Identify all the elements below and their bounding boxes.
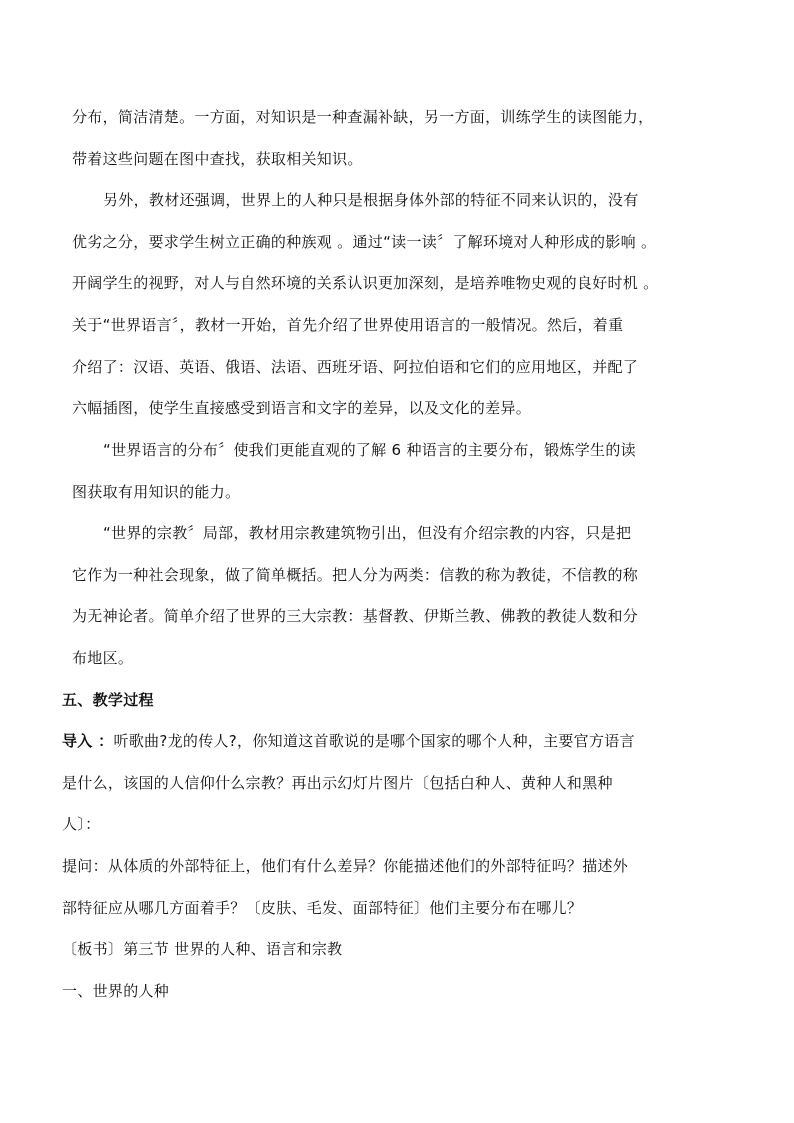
question-line: 提问：从体质的外部特征上，他们有什么差异？你能描述他们的外部特征吗？描述外 — [62, 857, 629, 875]
board-note: 〔板书〕第三节 世界的人种、语言和宗教 — [62, 940, 343, 958]
section-heading: 五、教学过程 — [62, 691, 154, 709]
sub-heading: 一、世界的人种 — [62, 982, 170, 1000]
intro-label: 导入 ： — [62, 732, 114, 750]
paragraph-line: 带着这些问题在图中查找，获取相关知识。 — [72, 150, 363, 168]
intro-line — [62, 731, 635, 751]
paragraph-line: 它作为一种社会现象，做了简单概括。把人分为两类：信教的称为教徒，不信教的称 — [72, 566, 639, 584]
paragraph-line: 另外，教材还强调，世界上的人种只是根据身体外部的特征不同来认识的，没有 — [103, 191, 639, 209]
paragraph-line: 关于“世界语言〞，教材一开始，首先介绍了世界使用语言的一般情况。然后，着重 — [72, 316, 624, 334]
paragraph-line: 图获取有用知识的能力。 — [72, 483, 241, 501]
paragraph-line: 开阔学生的视野，对人与自然环境的关系认识更加深刻，是培养唯物史观的良好时机 。 — [72, 274, 659, 292]
intro-line: 人〕： — [62, 815, 101, 833]
paragraph-line: “世界的宗教〞局部，教材用宗教建筑物引出，但没有介绍宗教的内容，只是把 — [103, 524, 632, 542]
paragraph-line: 布地区。 — [72, 649, 134, 667]
intro-line: 是什么，该国的人信仰什么宗教？再出示幻灯片图片〔包括白种人、黄种人和黑种 — [62, 774, 613, 792]
paragraph-line: 分布，简洁清楚。一方面，对知识是一种查漏补缺，另一方面，训练学生的读图能力， — [72, 108, 654, 126]
paragraph-line: 优劣之分，要求学生树立正确的种族观 。通过“读一读〞了解环境对人种形成的影响 。 — [72, 233, 657, 251]
paragraph-line: “世界语言的分布〞使我们更能直观的了解 6 种语言的主要分布，锻炼学生的读 — [103, 441, 636, 459]
paragraph-line: 介绍了：汉语、英语、俄语、法语、西班牙语、阿拉伯语和它们的应用地区，并配了 — [72, 358, 639, 376]
paragraph-line: 六幅插图，使学生直接感受到语言和文字的差异，以及文化的差异。 — [72, 399, 532, 417]
intro-text: 听歌曲?龙的传人?，你知道这首歌说的是哪个国家的哪个人种，主要官方语言 — [113, 732, 635, 750]
paragraph-line: 为无神论者。简单介绍了世界的三大宗教：基督教、伊斯兰教、佛教的教徒人数和分 — [72, 607, 639, 625]
question-line: 部特征应从哪几方面着手？〔皮肤、毛发、面部特征〕他们主要分布在哪儿？ — [62, 899, 583, 917]
